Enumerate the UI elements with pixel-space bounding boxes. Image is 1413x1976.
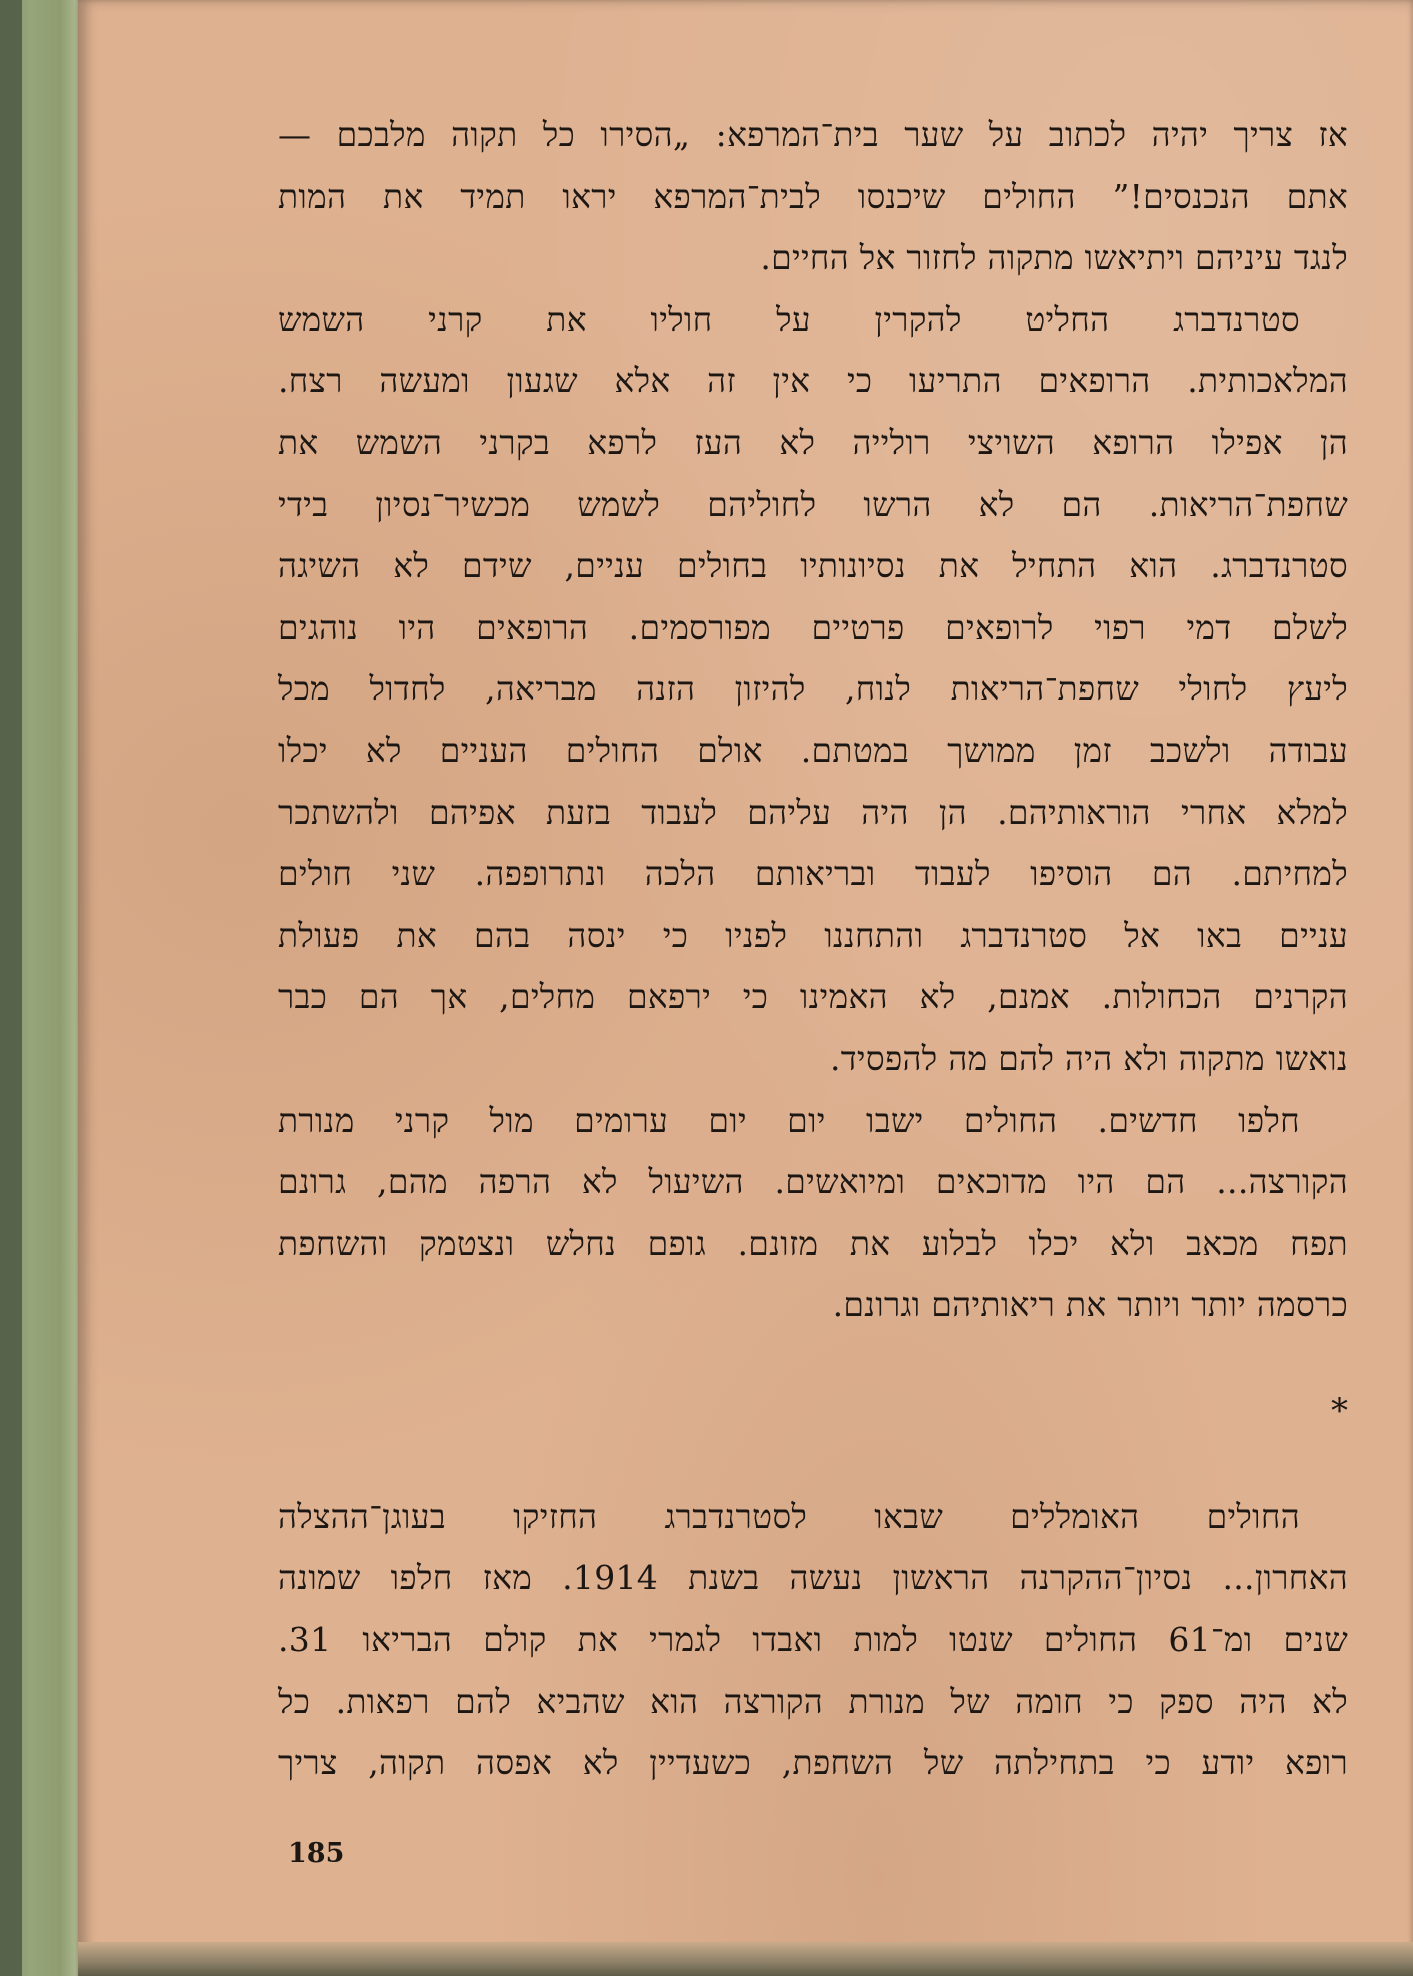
- text-line: עבודה ולשכב זמן ממושך במטתם. אולם החולים העניים לא יכלו: [278, 730, 1348, 770]
- paragraph-3: [278, 1090, 1348, 1336]
- text-line: הקרנים הכחולות. אמנם, לא האמינו כי ירפאם מחלים, אך הם כבר: [278, 977, 1348, 1017]
- text-line: לשלם דמי רפוי לרופאים פרטיים מפורסמים. הרופאים היו נוהגים: [278, 607, 1348, 647]
- text-line: רופא יודע כי בתחילתה של השחפת, כשעדיין לא אפסה תקוה, צריך: [278, 1743, 1348, 1783]
- text-line: עניים באו אל סטרנדברג והתחננו לפניו כי ינסה בהם את פעולת: [278, 915, 1348, 955]
- cloth-binding: [0, 0, 22, 1976]
- text-line: סטרנדברג החליט להקרין על חוליו את קרני השמש: [278, 299, 1300, 339]
- paragraph-1: [278, 104, 1348, 289]
- text-line: נואשו מתקוה ולא היה להם מה להפסיד.: [829, 1038, 1348, 1078]
- text-line: שחפת־הריאות. הם לא הרשו לחוליהם לשמש מכשיר־נסיון בידי: [278, 484, 1348, 524]
- page-text: [278, 104, 1348, 1794]
- text-line: הקורצה... הם היו מדוכאים ומיואשים. השיעול לא הרפה מהם, גרונם: [278, 1162, 1348, 1202]
- text-line: לא היה ספק כי חומה של מנורת הקורצה הוא שהביא להם רפאות. כל: [278, 1681, 1348, 1721]
- text-line: חלפו חדשים. החולים ישבו יום יום ערומים מול קרני מנורת: [278, 1100, 1300, 1140]
- page-bottom-edge: [78, 1942, 1413, 1976]
- text-line: אתם הנכנסים!” החולים שיכנסו לבית־המרפא יראו תמיד את המות: [278, 176, 1348, 216]
- text-line: כרסמה יותר ויותר את ריאותיהם וגרונם.: [832, 1285, 1348, 1325]
- text-line: שנים ומ־61 החולים שנטו למות ואבדו לגמרי את קולם הבריאו 31.: [278, 1620, 1349, 1660]
- text-line: למחיתם. הם הוסיפו לעבוד ובריאותם הלכה ונתרופפה. שני חולים: [278, 854, 1348, 894]
- text-line: החולים האומללים שבאו לסטרנדברג החזיקו בעוגן־ההצלה: [278, 1496, 1300, 1536]
- text-line: האחרון... נסיון־ההקרנה הראשון נעשה בשנת 1914. מאז חלפו שמונה: [278, 1558, 1348, 1598]
- text-line: ליעץ לחולי שחפת־הריאות לנוח, להיזון הזנה מבריאה, לחדול מכל: [278, 669, 1348, 709]
- text-line: אז צריך יהיה לכתוב על שער בית־המרפא: „הסירו כל תקוה מלבכם —: [278, 115, 1348, 154]
- paragraph-2: [278, 289, 1348, 1090]
- text-line: לנגד עיניהם ויתיאשו מתקוה לחזור אל החיים.: [760, 238, 1348, 278]
- paragraph-4: [278, 1486, 1348, 1794]
- text-line: הן אפילו הרופא השויצי רולייה לא העז לרפא בקרני השמש את: [278, 422, 1348, 462]
- text-line: סטרנדברג. הוא התחיל את נסיונותיו בחולים עניים, שידם לא השיגה: [278, 546, 1348, 586]
- section-separator: *: [1331, 1390, 1348, 1431]
- text-line: המלאכותית. הרופאים התריעו כי אין זה אלא שגעון ומעשה רצח.: [278, 361, 1348, 401]
- text-line: תפח מכאב ולא יכלו לבלוע את מזונם. גופם נחלש ונצטמק והשחפת: [278, 1223, 1348, 1263]
- page-number: 185: [288, 1838, 345, 1869]
- text-line: למלא אחרי הוראותיהם. הן היה עליהם לעבוד בזעת אפיהם ולהשתכר: [278, 792, 1348, 832]
